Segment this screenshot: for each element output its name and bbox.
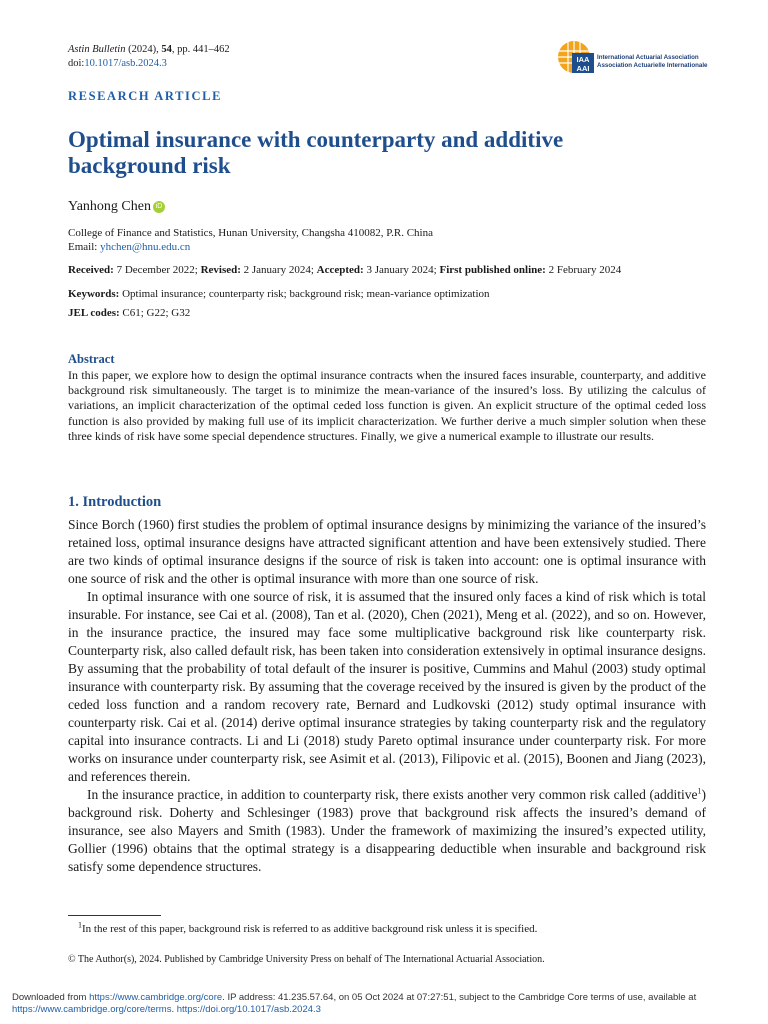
email-label: Email: — [68, 241, 98, 253]
svg-text:AAI: AAI — [576, 64, 590, 73]
author-line — [68, 199, 165, 215]
footnote-divider — [68, 915, 161, 916]
jel-value: C61; G22; G32 — [122, 307, 191, 319]
abstract-heading: Abstract — [68, 352, 115, 366]
journal-volume: 54 — [161, 44, 172, 55]
download-details: . IP address: 41.235.57.64, on 05 Oct 2024 at 07:27:51, subject to the Cambridge Core terms of use, available at — [222, 992, 697, 1003]
accepted-label: Accepted: — [316, 264, 364, 276]
revised-label: Revised: — [200, 264, 241, 276]
journal-year: (2024), — [128, 44, 159, 55]
footnote-ref[interactable]: 1 — [697, 786, 702, 796]
journal-pages: , pp. 441–462 — [171, 44, 230, 55]
received-date: 7 December 2022; — [116, 264, 198, 276]
published-date: 2 February 2024 — [548, 264, 622, 276]
iaa-logo-text — [597, 54, 708, 70]
article-dates — [68, 263, 621, 277]
received-label: Received: — [68, 264, 114, 276]
affiliation — [68, 226, 433, 254]
footnote-mark: 1 — [78, 920, 82, 930]
journal-citation — [68, 43, 230, 71]
jel-codes — [68, 306, 190, 320]
cambridge-core-link[interactable]: https://www.cambridge.org/core — [89, 992, 223, 1003]
footnote — [78, 920, 538, 935]
abstract-text: In this paper, we explore how to design the optimal insurance contracts when the insured faces insurable, counterparty, and additive background risk simultaneously. The target is to minimize the mean-variance of the insured’s loss. By utilizing the calculus of variations, an implicit characterization of the optimal ceded loss function is given. An explicit structure of the optimal ceded loss function is also provided by making full use of its implicit characterization. We further derive a much simpler solution when these three kinds of risk have some special dependence structures. Finally, we give a numerical example to illustrate our results. — [68, 368, 706, 443]
keywords-value: Optimal insurance; counterparty risk; background risk; mean-variance optimization — [122, 288, 490, 300]
footnote-text: In the rest of this paper, background risk is referred to as additive background risk unless it is specified. — [82, 923, 538, 935]
doi-prefix: doi: — [68, 58, 85, 69]
terms-link[interactable]: https://www.cambridge.org/core/terms — [12, 1004, 172, 1015]
introduction-body — [68, 516, 706, 876]
paragraph: Since Borch (1960) first studies the problem of optimal insurance designs by minimizing the variance of the insured’s retained loss, optimal insurance designs have attracted significant attention and have been extensively studied. There are two kinds of optimal insurance designs if the source of risk is taken into account: one is optimal insurance with one source of risk and the other is optimal insurance with more than one source of risk. — [68, 517, 706, 586]
copyright-notice: © The Author(s), 2024. Published by Cambridge University Press on behalf of The International Actuarial Association. — [68, 954, 545, 965]
iaa-logo — [556, 40, 708, 74]
section-heading-introduction: 1. Introduction — [68, 494, 162, 510]
doi-url-link[interactable]: https://doi.org/10.1017/asb.2024.3 — [176, 1004, 321, 1015]
download-notice — [12, 992, 756, 1016]
svg-text:IAA: IAA — [576, 55, 590, 64]
keywords — [68, 287, 490, 301]
journal-name: Astin Bulletin — [68, 44, 126, 55]
article-title: Optimal insurance with counterparty and additive background risk — [68, 127, 564, 178]
institution: College of Finance and Statistics, Hunan University, Changsha 410082, P.R. China — [68, 227, 433, 239]
doi-link[interactable]: 10.1017/asb.2024.3 — [84, 58, 167, 69]
jel-label: JEL codes: — [68, 307, 120, 319]
paragraph-text: In the insurance practice, in addition to counterparty risk, there exists another very common risk called (additive — [87, 787, 698, 802]
download-prefix: Downloaded from — [12, 992, 90, 1003]
accepted-date: 3 January 2024; — [366, 264, 437, 276]
iaa-name-en: International Actuarial Association — [597, 54, 699, 61]
keywords-label: Keywords: — [68, 288, 120, 300]
orcid-icon[interactable]: iD — [153, 201, 165, 213]
iaa-name-fr: Association Actuarielle Internationale — [597, 62, 708, 69]
published-label: First published online: — [439, 264, 546, 276]
revised-date: 2 January 2024; — [243, 264, 314, 276]
iaa-globe-icon — [556, 40, 596, 74]
paragraph — [68, 786, 706, 876]
author-name: Yanhong Chen — [68, 199, 151, 214]
paragraph: In optimal insurance with one source of risk, it is assumed that the insured only faces a kind of risk which is total insurable. For instance, see Cai et al. (2008), Tan et al. (2020), Chen (2021), Meng et al. (2022), and so on. However, in the insurance practice, the insured may face some multiplicative background risk like counterparty risk. Counterparty risk, also called default risk, has been taken into consideration extensively in optimal insurance designs. By assuming that the probability of total default of the insurer is positive, Cummins and Mahul (2003) study optimal insurance with counterparty risk. By assuming that the coverage received by the insured is given by the product of the ceded loss function and a random recovery rate, Bernard and Ludkovski (2012) study optimal insurance with counterparty risk. Cai et al. (2014) derive optimal insurance strategies by taking counterparty risk and the regulatory capital into insurance contracts. Li and Li (2018) study Pareto optimal insurance under counterparty risk. For more works on insurance under counterparty risk, see Asimit et al. (2013), Filipovic et al. (2015), Boonen and Jiang (2023), and references therein. — [68, 589, 706, 784]
paragraph-text: ) background risk. Doherty and Schlesinger (1983) prove that background risk affects the insured’s demand of insurance, see also Mayers and Smith (1983). Under the framework of maximizing the insured’s expected utility, Gollier (1996) obtains that the optimal strategy is a disappearing deductible when insurable and background risk satisfy some dependence structures. — [68, 787, 706, 874]
download-separator: . — [171, 1004, 177, 1015]
email-link[interactable]: yhchen@hnu.edu.cn — [100, 241, 191, 253]
article-type: RESEARCH ARTICLE — [68, 89, 223, 103]
